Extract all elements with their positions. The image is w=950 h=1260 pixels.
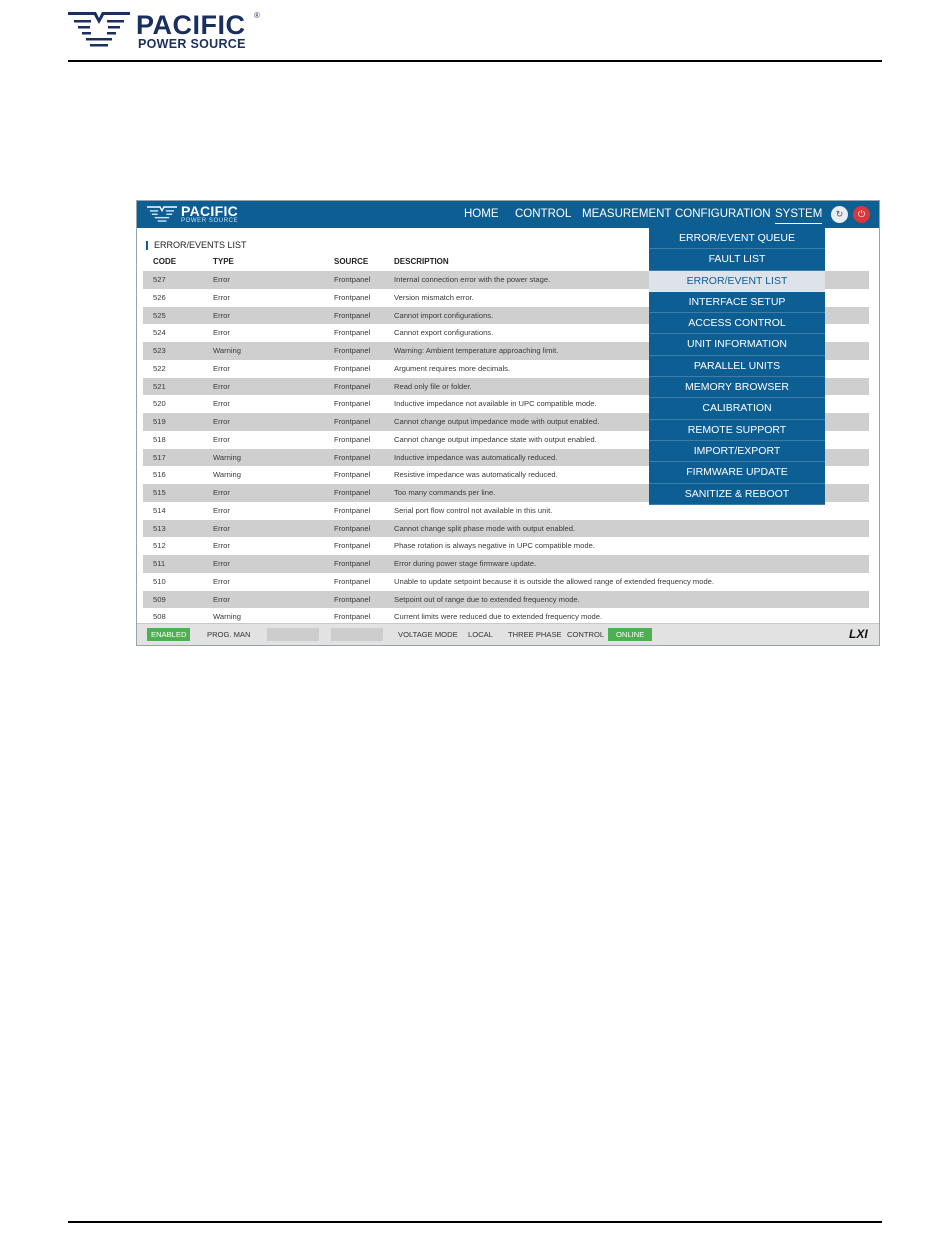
nav-control[interactable]: CONTROL <box>515 208 572 220</box>
cell-type: Warning <box>213 612 241 622</box>
cell-type: Error <box>213 328 230 338</box>
cell-code: 519 <box>153 417 166 426</box>
cell-description: Cannot change output impedance state with output enabled. <box>394 434 597 444</box>
status-voltage-mode: VOLTAGE MODE <box>398 630 458 639</box>
column-header-source[interactable]: SOURCE <box>334 257 369 266</box>
refresh-icon[interactable]: ↻ <box>831 206 848 223</box>
cell-code: 517 <box>153 452 166 462</box>
cell-type: Error <box>213 399 230 409</box>
status-prog: PROG. MAN <box>207 630 251 639</box>
cell-description: Cannot export configurations. <box>394 328 494 338</box>
status-three-phase: THREE PHASE <box>508 630 562 639</box>
cell-description: Argument requires more decimals. <box>394 363 511 373</box>
lxi-logo: LXI <box>849 627 868 641</box>
cell-code: 522 <box>153 363 166 373</box>
cell-type: Error <box>213 417 230 426</box>
cell-source: Frontpanel <box>334 505 371 515</box>
cell-code: 523 <box>153 346 166 355</box>
cell-type: Warning <box>213 346 241 355</box>
nav-measurement[interactable]: MEASUREMENT <box>582 208 672 220</box>
cell-source: Frontpanel <box>334 576 371 586</box>
table-row[interactable] <box>143 520 869 538</box>
nav-system[interactable]: SYSTEM <box>775 201 822 228</box>
cell-source: Frontpanel <box>334 523 371 533</box>
table-row[interactable] <box>143 591 869 609</box>
cell-source: Frontpanel <box>334 363 371 373</box>
cell-source: Frontpanel <box>334 346 371 355</box>
cell-code: 524 <box>153 328 166 338</box>
cell-description: Phase rotation is always negative in UPC compatible mode. <box>394 541 595 551</box>
cell-type: Warning <box>213 470 241 480</box>
app-logo <box>147 203 257 227</box>
page-title: ERROR/EVENTS LIST <box>146 241 247 250</box>
cell-description: Internal connection error with the power stage. <box>394 275 551 284</box>
menu-item-calibration[interactable]: CALIBRATION <box>649 398 825 419</box>
cell-source: Frontpanel <box>334 292 371 302</box>
cell-code: 525 <box>153 310 166 320</box>
menu-item-unit-information[interactable]: UNIT INFORMATION <box>649 334 825 355</box>
column-header-code[interactable]: CODE <box>153 257 177 266</box>
table-row[interactable] <box>143 573 869 591</box>
cell-code: 512 <box>153 541 166 551</box>
nav-home[interactable]: HOME <box>464 208 499 220</box>
cell-source: Frontpanel <box>334 310 371 320</box>
cell-code: 510 <box>153 576 166 586</box>
cell-description: Cannot change split phase mode with output enabled. <box>394 523 576 533</box>
cell-type: Error <box>213 488 230 497</box>
cell-code: 511 <box>153 559 166 568</box>
cell-description: Unable to update setpoint because it is outside the allowed range of extended frequency mode. <box>394 576 714 586</box>
menu-item-firmware-update[interactable]: FIRMWARE UPDATE <box>649 462 825 483</box>
cell-description: Setpoint out of range due to extended frequency mode. <box>394 594 580 604</box>
app-brand-sub: POWER SOURCE <box>181 218 239 224</box>
column-header-type[interactable]: TYPE <box>213 257 234 266</box>
cell-description: Current limits were reduced due to extended frequency mode. <box>394 612 603 622</box>
cell-description: Serial port flow control not available in this unit. <box>394 505 553 515</box>
cell-description: Read only file or folder. <box>394 381 472 391</box>
table-row[interactable] <box>143 555 869 573</box>
menu-item-sanitize-reboot[interactable]: SANITIZE & REBOOT <box>649 484 825 505</box>
cell-type: Error <box>213 363 230 373</box>
cell-code: 509 <box>153 594 166 604</box>
cell-type: Error <box>213 310 230 320</box>
top-nav-bar <box>137 201 879 228</box>
cell-type: Warning <box>213 452 241 462</box>
cell-description: Error during power stage firmware update. <box>394 559 537 568</box>
cell-description: Inductive impedance was automatically reduced. <box>394 452 558 462</box>
cell-type: Error <box>213 275 230 284</box>
column-header-description[interactable]: DESCRIPTION <box>394 257 449 266</box>
cell-description: Warning: Ambient temperature approaching limit. <box>394 346 559 355</box>
cell-description: Cannot change output impedance mode with output enabled. <box>394 417 600 426</box>
power-icon[interactable]: ⏻ <box>853 206 870 223</box>
menu-item-error-event-queue[interactable]: ERROR/EVENT QUEUE <box>649 228 825 249</box>
cell-code: 521 <box>153 381 166 391</box>
status-empty-slot <box>331 628 383 641</box>
cell-code: 526 <box>153 292 166 302</box>
pacific-logo-icon <box>68 12 130 48</box>
menu-item-access-control[interactable]: ACCESS CONTROL <box>649 313 825 334</box>
menu-item-interface-setup[interactable]: INTERFACE SETUP <box>649 292 825 313</box>
cell-type: Error <box>213 559 230 568</box>
nav-configuration[interactable]: CONFIGURATION <box>675 208 771 220</box>
app-window <box>136 200 880 646</box>
status-empty-slot <box>267 628 319 641</box>
cell-source: Frontpanel <box>334 399 371 409</box>
cell-source: Frontpanel <box>334 541 371 551</box>
cell-description: Too many commands per line. <box>394 488 496 497</box>
registered-mark: ® <box>254 11 260 20</box>
cell-code: 518 <box>153 434 166 444</box>
cell-source: Frontpanel <box>334 381 371 391</box>
cell-description: Resistive impedance was automatically reduced. <box>394 470 558 480</box>
menu-item-fault-list[interactable]: FAULT LIST <box>649 249 825 270</box>
cell-type: Error <box>213 381 230 391</box>
cell-source: Frontpanel <box>334 275 371 284</box>
document-brand: PACIFIC <box>136 10 246 40</box>
cell-type: Error <box>213 576 230 586</box>
cell-description: Cannot import configurations. <box>394 310 494 320</box>
status-online-badge: ONLINE <box>608 628 652 641</box>
app-logo-icon <box>147 206 177 224</box>
cell-source: Frontpanel <box>334 594 371 604</box>
document-brand-sub: POWER SOURCE <box>138 37 246 51</box>
header-rule <box>68 60 882 62</box>
cell-code: 508 <box>153 612 166 622</box>
cell-type: Error <box>213 292 230 302</box>
menu-item-parallel-units[interactable]: PARALLEL UNITS <box>649 356 825 377</box>
cell-code: 514 <box>153 505 166 515</box>
menu-item-error-event-list[interactable]: ERROR/EVENT LIST <box>649 271 825 292</box>
cell-type: Error <box>213 541 230 551</box>
cell-code: 516 <box>153 470 166 480</box>
cell-source: Frontpanel <box>334 434 371 444</box>
cell-source: Frontpanel <box>334 470 371 480</box>
table-row[interactable] <box>143 537 869 555</box>
cell-source: Frontpanel <box>334 417 371 426</box>
document-logo <box>68 10 268 50</box>
menu-item-memory-browser[interactable]: MEMORY BROWSER <box>649 377 825 398</box>
system-dropdown-menu <box>649 228 825 505</box>
cell-type: Error <box>213 594 230 604</box>
cell-description: Version mismatch error. <box>394 292 474 302</box>
cell-type: Error <box>213 434 230 444</box>
cell-type: Error <box>213 505 230 515</box>
footer-rule <box>68 1221 882 1223</box>
cell-source: Frontpanel <box>334 452 371 462</box>
cell-type: Error <box>213 523 230 533</box>
status-control: CONTROL <box>567 630 605 639</box>
cell-code: 520 <box>153 399 166 409</box>
status-bar <box>137 623 879 646</box>
cell-source: Frontpanel <box>334 559 371 568</box>
cell-source: Frontpanel <box>334 488 371 497</box>
status-local: LOCAL <box>468 630 493 639</box>
status-enabled-badge: ENABLED <box>147 628 190 641</box>
cell-code: 527 <box>153 275 166 284</box>
cell-source: Frontpanel <box>334 328 371 338</box>
cell-code: 515 <box>153 488 166 497</box>
menu-item-import-export[interactable]: IMPORT/EXPORT <box>649 441 825 462</box>
app-brand: PACIFIC <box>181 203 239 219</box>
cell-code: 513 <box>153 523 166 533</box>
cell-description: Inductive impedance not available in UPC compatible mode. <box>394 399 597 409</box>
cell-source: Frontpanel <box>334 612 371 622</box>
menu-item-remote-support[interactable]: REMOTE SUPPORT <box>649 420 825 441</box>
